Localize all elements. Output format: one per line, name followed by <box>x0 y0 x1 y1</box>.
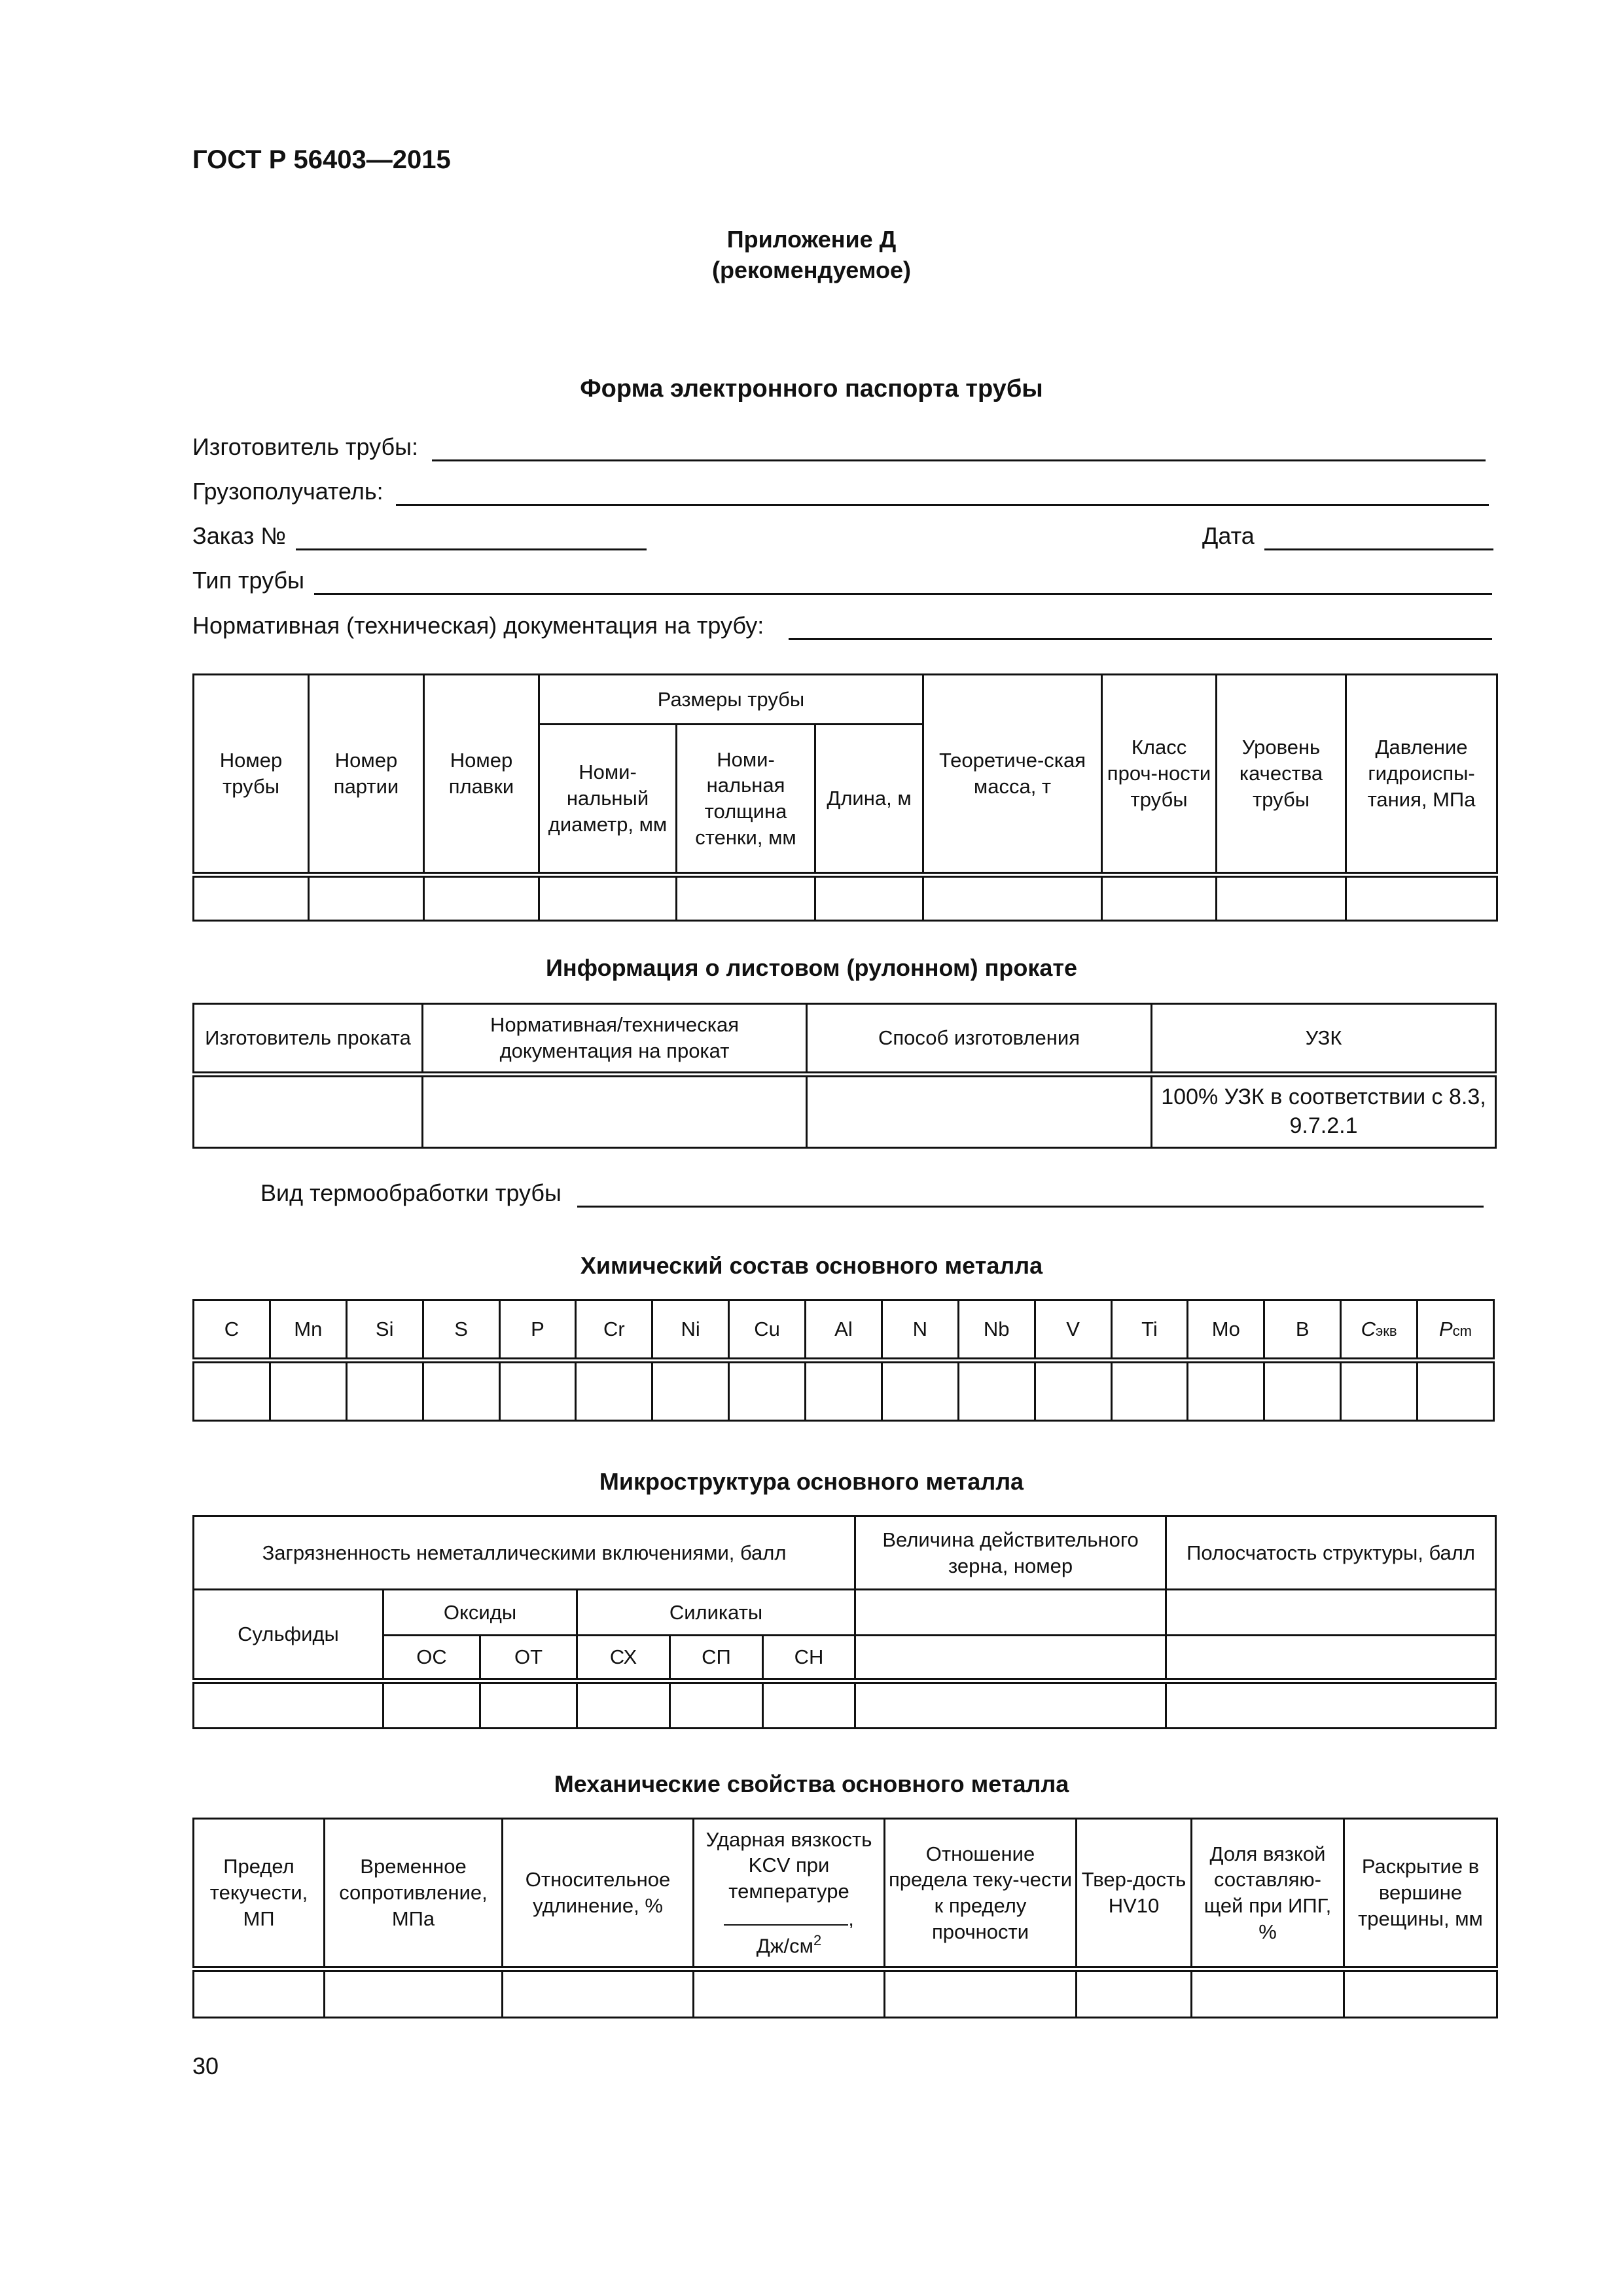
col-sulfides: Сульфиды <box>194 1590 383 1681</box>
col-cn: СН <box>763 1636 855 1681</box>
input-cell[interactable] <box>1217 875 1346 921</box>
impact-label: Ударная вязкость KCV при температуре <box>705 1827 872 1903</box>
element-ni: Ni <box>652 1300 729 1361</box>
element-n: N <box>882 1300 958 1361</box>
input-cell[interactable] <box>1346 875 1497 921</box>
order-label: Заказ № <box>192 522 287 549</box>
col-contamination: Загрязненность неметаллическими включениями, балл <box>194 1516 855 1590</box>
element-si: Si <box>346 1300 423 1361</box>
input-cell[interactable] <box>383 1681 480 1729</box>
col-length: Длина, м <box>815 725 923 875</box>
input-cell[interactable] <box>652 1361 729 1421</box>
input-cell[interactable] <box>1111 1361 1188 1421</box>
input-cell[interactable] <box>958 1361 1035 1421</box>
pcm-main: P <box>1438 1318 1453 1341</box>
col-impact-toughness: Ударная вязкость KCV при температуре , $Дж/см^2$ <box>694 1819 885 1969</box>
element-pcm <box>1418 1300 1494 1361</box>
col-oc: ОС <box>383 1636 480 1681</box>
table-row <box>194 1969 1497 2018</box>
col-ctod: Раскрытие в вершине трещины, мм <box>1344 1819 1497 1969</box>
col-sheet-method: Способ изготовления <box>807 1004 1152 1075</box>
table-row <box>194 1075 1496 1148</box>
pcm-sub: cm <box>1452 1323 1472 1340</box>
input-cell[interactable] <box>670 1681 763 1729</box>
input-cell[interactable] <box>885 1969 1077 2018</box>
input-cell[interactable] <box>1166 1636 1496 1681</box>
document-header: ГОСТ Р 56403—2015 <box>192 145 451 174</box>
col-heat-number: Номер плавки <box>424 675 539 875</box>
element-ti: Ti <box>1111 1300 1188 1361</box>
date-field[interactable] <box>1264 548 1493 550</box>
col-cx: СХ <box>577 1636 670 1681</box>
input-cell[interactable] <box>1341 1361 1418 1421</box>
appendix-title: Приложение Д <box>726 226 897 253</box>
element-s: S <box>423 1300 499 1361</box>
page-number: 30 <box>192 2053 219 2079</box>
group-pipe-sizes: Размеры трубы <box>539 675 923 725</box>
input-cell[interactable] <box>499 1361 576 1421</box>
col-strength-class: Класс проч-ности трубы <box>1102 675 1217 875</box>
col-tensile-strength: Временное сопротивление, МПа <box>325 1819 503 1969</box>
col-sheet-doc: Нормативная/техническая документация на прокат <box>423 1004 807 1075</box>
col-grain-size: Величина действительного зерна, номер <box>855 1516 1166 1590</box>
col-pipe-number: Номер трубы <box>194 675 309 875</box>
appendix-note: (рекомендуемое) <box>712 257 911 283</box>
input-cell[interactable] <box>194 1681 383 1729</box>
ceq-main: C <box>1361 1318 1376 1341</box>
chem-table <box>192 1299 1495 1422</box>
manufacturer-label: Изготовитель трубы: <box>192 433 418 460</box>
input-cell[interactable] <box>194 1361 270 1421</box>
input-cell[interactable] <box>1102 875 1217 921</box>
element-mo: Mo <box>1188 1300 1264 1361</box>
input-cell[interactable] <box>480 1681 577 1729</box>
input-cell[interactable] <box>882 1361 958 1421</box>
input-cell[interactable] <box>677 875 815 921</box>
input-cell[interactable] <box>423 1075 807 1148</box>
pipe-type-field[interactable] <box>314 593 1492 595</box>
input-cell[interactable] <box>1192 1969 1344 2018</box>
col-ductile-fraction: Доля вязкой составляю-щей при ИПГ, % <box>1192 1819 1344 1969</box>
form-title: Форма электронного паспорта трубы <box>580 375 1043 403</box>
normative-doc-label: Нормативная (техническая) документация на трубу: <box>192 612 764 639</box>
pipe-table <box>192 673 1498 922</box>
input-cell[interactable] <box>1035 1361 1111 1421</box>
input-cell[interactable] <box>325 1969 503 2018</box>
col-cp: СП <box>670 1636 763 1681</box>
element-cu: Cu <box>729 1300 806 1361</box>
input-cell[interactable] <box>539 875 677 921</box>
input-cell[interactable] <box>694 1969 885 2018</box>
micro-table <box>192 1515 1497 1729</box>
normative-doc-field[interactable] <box>789 638 1492 640</box>
element-nb: Nb <box>958 1300 1035 1361</box>
consignee-field[interactable] <box>396 504 1489 506</box>
impact-unit: Дж/см <box>756 1934 813 1958</box>
input-cell[interactable] <box>194 875 309 921</box>
col-sheet-manufacturer: Изготовитель проката <box>194 1004 423 1075</box>
col-lot-number: Номер партии <box>309 675 424 875</box>
element-ceq <box>1341 1300 1418 1361</box>
input-cell[interactable] <box>270 1361 346 1421</box>
input-cell[interactable] <box>815 875 923 921</box>
col-theoretical-mass: Теоретиче-ская масса, т <box>923 675 1102 875</box>
input-cell[interactable] <box>1264 1361 1341 1421</box>
input-cell[interactable] <box>423 1361 499 1421</box>
input-cell[interactable] <box>923 875 1102 921</box>
input-cell[interactable] <box>1166 1681 1496 1729</box>
consignee-label: Грузополучатель: <box>192 478 383 505</box>
temperature-blank[interactable] <box>724 1905 848 1926</box>
input-cell[interactable] <box>1188 1361 1264 1421</box>
input-cell[interactable] <box>346 1361 423 1421</box>
input-cell[interactable] <box>1418 1361 1494 1421</box>
input-cell[interactable] <box>309 875 424 921</box>
col-sheet-ut: УЗК <box>1152 1004 1496 1075</box>
table-row <box>194 1361 1494 1421</box>
col-banding: Полосчатость структуры, балл <box>1166 1516 1496 1590</box>
input-cell[interactable] <box>1077 1969 1192 2018</box>
element-b: B <box>1264 1300 1341 1361</box>
col-ot: ОТ <box>480 1636 577 1681</box>
manufacturer-field[interactable] <box>432 459 1486 461</box>
input-cell[interactable] <box>194 1075 423 1148</box>
element-al: Al <box>806 1300 882 1361</box>
input-cell[interactable] <box>855 1681 1166 1729</box>
chem-section-title: Химический состав основного металла <box>580 1252 1043 1279</box>
element-cr: Cr <box>576 1300 652 1361</box>
date-label: Дата <box>1202 522 1255 549</box>
sheet-table <box>192 1003 1497 1149</box>
col-oxides: Оксиды <box>383 1590 577 1636</box>
input-cell[interactable] <box>424 875 539 921</box>
col-elongation: Относительное удлинение, % <box>503 1819 694 1969</box>
col-yield-ratio: Отношение предела теку-чести к пределу прочности <box>885 1819 1077 1969</box>
heat-treatment-field[interactable] <box>577 1206 1484 1208</box>
element-p: P <box>499 1300 576 1361</box>
mech-table <box>192 1818 1498 2018</box>
pipe-type-label: Тип трубы <box>192 567 305 594</box>
input-cell[interactable] <box>577 1681 670 1729</box>
impact-unit-sup: 2 <box>813 1932 822 1949</box>
col-quality-level: Уровень качества трубы <box>1217 675 1346 875</box>
sheet-section-title: Информация о листовом (рулонном) прокате <box>545 954 1078 981</box>
col-nominal-diameter: Номи-нальный диаметр, мм <box>539 725 677 875</box>
heat-treatment-label: Вид термообработки трубы <box>260 1179 562 1206</box>
input-cell[interactable] <box>576 1361 652 1421</box>
element-mn: Mn <box>270 1300 346 1361</box>
input-cell[interactable] <box>763 1681 855 1729</box>
mech-section-title: Механические свойства основного металла <box>554 1770 1069 1797</box>
element-c: C <box>194 1300 270 1361</box>
input-cell[interactable] <box>729 1361 806 1421</box>
table-row <box>194 1681 1496 1729</box>
element-v: V <box>1035 1300 1111 1361</box>
table-row <box>194 875 1497 921</box>
input-cell[interactable] <box>806 1361 882 1421</box>
input-cell[interactable] <box>807 1075 1152 1148</box>
input-cell[interactable] <box>855 1590 1166 1636</box>
input-cell[interactable] <box>194 1969 325 2018</box>
col-wall-thickness: Номи-нальная толщина стенки, мм <box>677 725 815 875</box>
col-test-pressure: Давление гидроиспы-тания, МПа <box>1346 675 1497 875</box>
ut-value: 100% УЗК в соответствии с 8.3, 9.7.2.1 <box>1152 1075 1496 1148</box>
input-cell[interactable] <box>1344 1969 1497 2018</box>
input-cell[interactable] <box>1166 1590 1496 1636</box>
col-hardness: Твер-дость HV10 <box>1077 1819 1192 1969</box>
order-field[interactable] <box>296 548 647 550</box>
input-cell[interactable] <box>503 1969 694 2018</box>
micro-section-title: Микроструктура основного металла <box>599 1468 1024 1495</box>
col-yield-strength: Предел текучести, МП <box>194 1819 325 1969</box>
col-silicates: Силикаты <box>577 1590 855 1636</box>
input-cell[interactable] <box>855 1636 1166 1681</box>
ceq-sub: экв <box>1375 1323 1397 1340</box>
